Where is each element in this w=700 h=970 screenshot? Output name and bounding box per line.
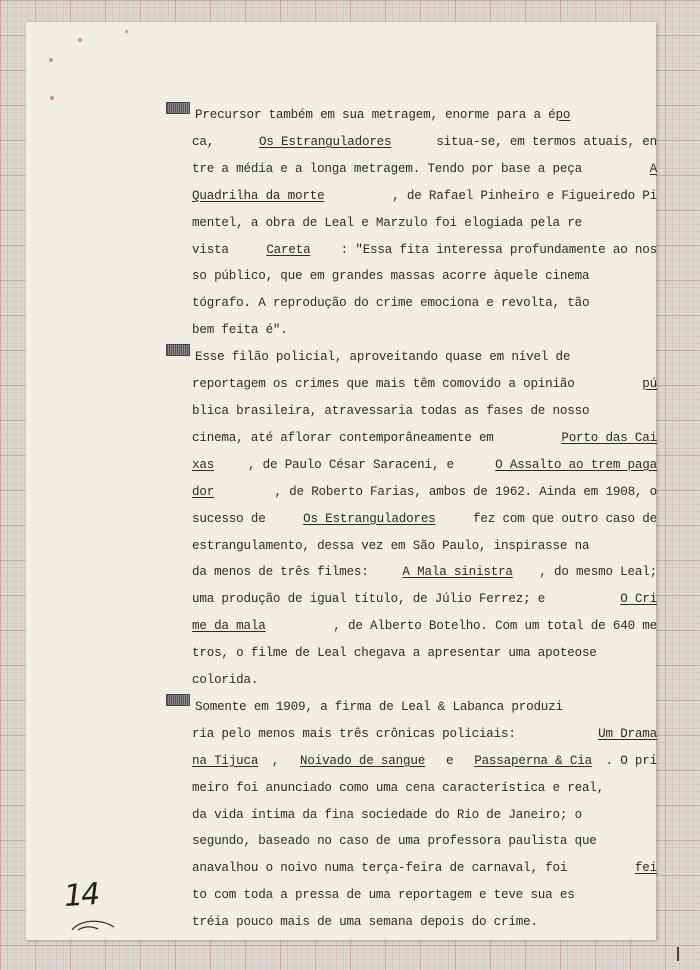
text-segment: estrangulamento, dessa vez em São Paulo, inspirasse na — [192, 538, 590, 553]
text-segment: , — [271, 753, 287, 768]
text-segment: blica brasileira, atravessaria todas as fases de nosso — [192, 403, 590, 418]
underlined-title: Os Estranguladores — [258, 134, 392, 149]
text-segment: , de Paulo César Saraceni, e — [247, 457, 462, 472]
text-segment: tre a média e a longa metragem. Tendo por base a peça — [192, 161, 590, 176]
text-segment: , do mesmo Leal; — [539, 565, 657, 580]
text-line — [192, 183, 657, 210]
underlined-title: Quadrilha da morte — [192, 188, 325, 203]
underlined-title: dor — [192, 484, 215, 499]
text-segment: situa-se, em termos atuais, en — [428, 134, 657, 149]
underlined-title: me da mala — [192, 619, 266, 634]
text-segment: cinema, até aflorar contemporâneamente em — [192, 430, 502, 445]
underlined-title: Noivado de sangue — [300, 753, 426, 768]
text-segment: . O pri — [605, 753, 657, 768]
text-line — [192, 667, 657, 694]
text-segment: : "Essa fita interessa profundamente ao nos — [340, 242, 657, 257]
underlined-title: na Tijuca — [192, 753, 259, 768]
rust-stain — [125, 30, 128, 33]
underlined-title: fei — [634, 861, 657, 876]
text-line — [192, 156, 657, 183]
document-page — [26, 22, 656, 940]
text-line — [192, 802, 657, 829]
text-line — [192, 775, 657, 802]
text-line — [192, 290, 657, 317]
underlined-title: O Cri — [620, 592, 657, 607]
text-line — [192, 263, 657, 290]
text-segment: anavalhou o noivo numa terça-feira de carnaval, foi — [192, 861, 575, 876]
text-segment: to com toda a pressa de uma reportagem e teve sua es — [192, 888, 575, 903]
text-segment: e — [438, 753, 461, 768]
underlined-title: Passaperna & Cia — [474, 753, 592, 768]
paragraph-marker-icon — [166, 102, 190, 114]
text-line — [192, 828, 657, 855]
text-segment: Precursor também em sua metragem, enorme para a é — [195, 108, 556, 122]
underlined-title: O Assalto ao trem paga — [495, 457, 657, 472]
text-segment: fez com que outro caso de — [465, 511, 657, 526]
handwritten-page-number: 14 — [62, 876, 100, 915]
text-line — [192, 371, 657, 398]
text-line — [192, 479, 657, 506]
typewritten-text — [192, 102, 657, 936]
text-line — [166, 344, 657, 371]
underlined-title: xas — [192, 457, 215, 472]
text-segment: da vida íntima da fina sociedade do Rio de Janeiro; o — [192, 807, 582, 822]
text-line — [192, 909, 657, 936]
margin-tick-mark — [677, 947, 679, 961]
text-segment: da menos de três filmes: — [192, 565, 376, 580]
text-line — [192, 506, 657, 533]
text-line — [192, 129, 657, 156]
text-segment: meiro foi anunciado como uma cena característica e real, — [192, 780, 605, 795]
text-segment: ca, — [192, 134, 222, 149]
rust-stain — [50, 96, 54, 100]
handwritten-scribble — [70, 918, 118, 934]
paragraph-marker-icon — [166, 694, 190, 706]
text-line — [192, 398, 657, 425]
text-line — [192, 425, 657, 452]
text-line — [166, 694, 657, 721]
text-line — [192, 237, 657, 264]
text-line — [192, 882, 657, 909]
text-line — [192, 533, 657, 560]
underlined-title: Careta — [266, 242, 311, 257]
text-line — [192, 317, 657, 344]
text-line — [192, 586, 657, 613]
text-line — [192, 721, 657, 748]
text-segment: bem feita é". — [192, 323, 288, 338]
underlined-title: pú — [642, 377, 657, 392]
text-line — [192, 210, 657, 237]
text-segment: , de Alberto Botelho. Com um total de 640 me — [333, 619, 657, 634]
text-segment: sucesso de — [192, 511, 273, 526]
text-line — [192, 452, 657, 479]
text-segment: segundo, baseado no caso de uma professora paulista que — [192, 834, 597, 849]
text-segment: Somente em 1909, a firma de Leal & Labanca produzi — [195, 699, 563, 714]
text-segment: colorida. — [192, 673, 259, 688]
rust-stain — [78, 38, 82, 42]
text-line — [192, 855, 657, 882]
underlined-title: A — [649, 161, 657, 176]
text-line — [166, 102, 657, 129]
text-segment: tros, o filme de Leal chegava a apresentar uma apoteose — [192, 646, 597, 661]
text-segment: vista — [192, 242, 237, 257]
underlined-title: Os Estranguladores — [303, 511, 436, 526]
text-segment: , de Rafael Pinheiro e Figueiredo Pi — [392, 188, 657, 203]
text-line — [192, 748, 657, 775]
underlined-title: po — [555, 108, 571, 122]
underlined-title: Um Drama — [598, 726, 657, 741]
paragraph-marker-icon — [166, 344, 190, 356]
text-segment: tréia pouco mais de uma semana depois do crime. — [192, 915, 538, 930]
text-line — [192, 640, 657, 667]
text-line — [192, 559, 657, 586]
text-segment: tógrafo. A reprodução do crime emociona e revolta, tão — [192, 296, 590, 311]
text-segment: reportagem os crimes que mais têm comovido a opinião — [192, 377, 582, 392]
text-segment: uma produção de igual título, de Júlio Ferrez; e — [192, 592, 553, 607]
text-segment: ria pelo menos mais três crônicas policiais: — [192, 726, 524, 741]
text-segment: , de Roberto Farias, ambos de 1962. Ainda em 1908, o — [274, 484, 657, 499]
text-segment: mentel, a obra de Leal e Marzulo foi elogiada pela re — [192, 215, 582, 230]
text-line — [192, 613, 657, 640]
underlined-title: A Mala sinistra — [402, 565, 513, 580]
rust-stain — [49, 58, 53, 62]
underlined-title: Porto das Cai — [561, 430, 657, 445]
text-segment: so público, que em grandes massas acorre àquele cinema — [192, 269, 590, 284]
text-segment: Esse filão policial, aproveitando quase em nível de — [195, 350, 571, 365]
